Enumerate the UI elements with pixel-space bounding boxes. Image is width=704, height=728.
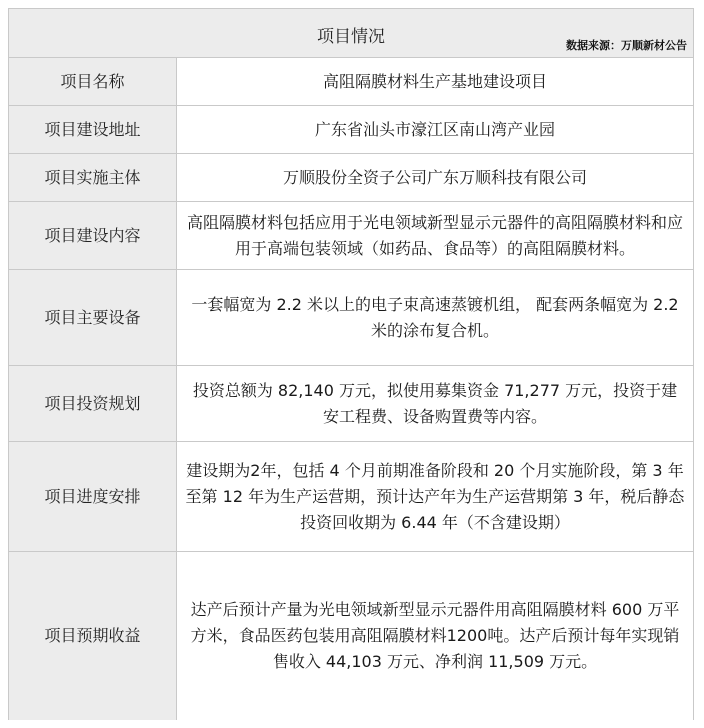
table-header — [9, 9, 693, 58]
row-label-content: 项目建设内容 — [9, 202, 177, 270]
row-label-expected-return: 项目预期收益 — [9, 552, 177, 720]
project-info-table — [8, 8, 694, 720]
row-label-investment: 项目投资规划 — [9, 366, 177, 442]
row-label-location: 项目建设地址 — [9, 106, 177, 154]
table-body — [9, 58, 693, 720]
row-value-content: 高阻隔膜材料包括应用于光电领域新型显示元器件的高阻隔膜材料和应用于高端包装领域（如药品、食品等）的高阻隔膜材料。 — [177, 202, 693, 270]
row-value-equipment: 一套幅宽为 2.2 米以上的电子束高速蒸镀机组， 配套两条幅宽为 2.2 米的涂布复合机。 — [177, 270, 693, 366]
row-label-project-name: 项目名称 — [9, 58, 177, 106]
row-value-schedule: 建设期为2年，包括 4 个月前期准备阶段和 20 个月实施阶段，第 3 年至第 12 年为生产运营期，预计达产年为生产运营期第 3 年，税后静态投资回收期为 6.44 年（不含建设期） — [177, 442, 693, 552]
data-source-note: 数据来源：万顺新材公告 — [566, 39, 687, 52]
row-value-location: 广东省汕头市濠江区南山湾产业园 — [177, 106, 693, 154]
row-value-project-name: 高阻隔膜材料生产基地建设项目 — [177, 58, 693, 106]
table-title: 项目情况 — [317, 27, 385, 47]
row-value-investment: 投资总额为 82,140 万元，拟使用募集资金 71,277 万元，投资于建安工程费、设备购置费等内容。 — [177, 366, 693, 442]
row-label-equipment: 项目主要设备 — [9, 270, 177, 366]
row-label-schedule: 项目进度安排 — [9, 442, 177, 552]
row-value-implementer: 万顺股份全资子公司广东万顺科技有限公司 — [177, 154, 693, 202]
row-label-implementer: 项目实施主体 — [9, 154, 177, 202]
row-value-expected-return: 达产后预计产量为光电领域新型显示元器件用高阻隔膜材料 600 万平方米，食品医药包装用高阻隔膜材料1200吨。达产后预计每年实现销售收入 44,103 万元、净利润 11,509 万元。 — [177, 552, 693, 720]
